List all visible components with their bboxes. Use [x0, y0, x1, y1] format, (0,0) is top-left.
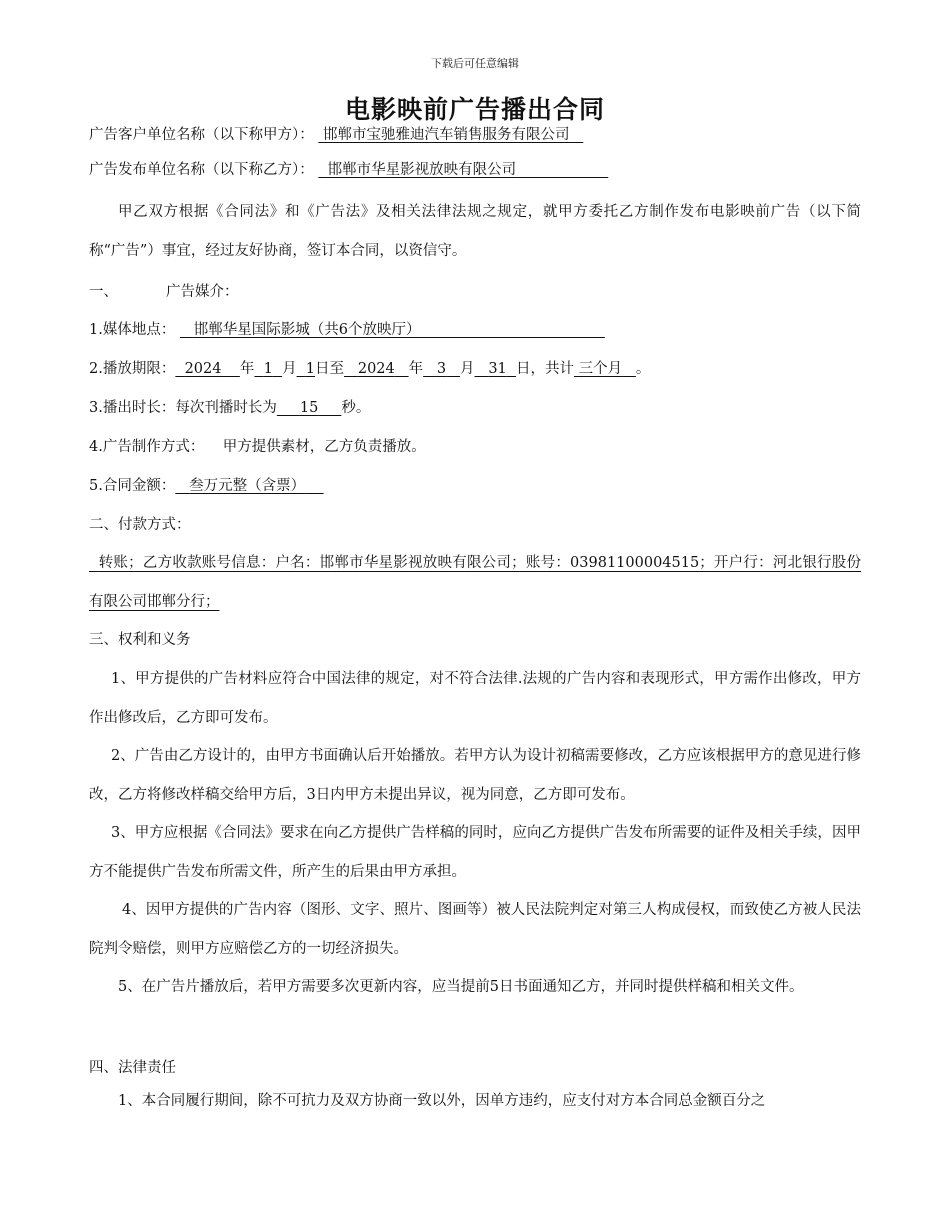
section4-heading: 四、法律责任 — [89, 1060, 176, 1076]
media-location-value: 邯郸华星国际影城（共6个放映厅） — [193, 322, 421, 338]
end-month: 3 — [436, 361, 447, 377]
header-note: 下载后可任意编辑 — [431, 57, 519, 70]
intro-paragraph: 甲乙双方根据《合同法》和《广告法》及相关法律法规之规定，就甲方委托乙方制作发布电影映前广告（以下简称“广告”）事宜，经过友好协商，签订本合同，以资信守。 — [89, 204, 861, 259]
media-location-label: 1.媒体地点： — [89, 322, 176, 338]
duration-value: 15 — [299, 400, 319, 416]
section2-heading: 二、付款方式： — [89, 517, 191, 533]
rights-clause-3: 3、甲方应根据《合同法》要求在向乙方提供广告样稿的同时，应向乙方提供广告发布所需要的证件及相关手续，因甲方不能提供广告发布所需文件，所产生的后果由甲方承担。 — [89, 825, 861, 880]
production-method-line: 4.广告制作方式： 甲方提供素材，乙方负责播放。 — [89, 439, 426, 455]
rights-clause-5: 5、在广告片播放后，若甲方需要多次更新内容，应当提前5日书面通知乙方，并同时提供样稿和相关文件。 — [118, 979, 804, 995]
media-location-line — [89, 320, 605, 340]
start-month: 1 — [263, 361, 273, 377]
start-year: 2024 — [184, 361, 222, 377]
payment-details: 转账；乙方收款账号信息：户名：邯郸市华星影视放映有限公司；账号：03981100004515；开户行：河北银行股份有限公司邯郸分行； — [89, 555, 862, 610]
rights-clause-4: 4、因甲方提供的广告内容（图形、文字、照片、图画等）被人民法院判定对第三人构成侵权，而致使乙方被人民法院判令赔偿，则甲方应赔偿乙方的一切经济损失。 — [89, 902, 861, 957]
liability-clause-1: 1、本合同履行期间，除不可抗力及双方协商一致以外，因单方违约，应支付对方本合同总金额百分之 — [118, 1093, 766, 1109]
rights-clause-2: 2、广告由乙方设计的，由甲方书面确认后开始播放。若甲方认为设计初稿需要修改，乙方应该根据甲方的意见进行修改，乙方将修改样稿交给甲方后，3日内甲方未提出异议，视为同意，乙方即可发布。 — [89, 748, 861, 803]
party-a-value: 邯郸市宝驰雅迪汽车销售服务有限公司 — [322, 127, 570, 143]
party-b-label: 广告发布单位名称（以下称乙方）： — [89, 162, 314, 178]
rights-clause-1: 1、甲方提供的广告材料应符合中国法律的规定，对不符合法律.法规的广告内容和表现形式，甲方需作出修改，甲方作出修改后，乙方即可发布。 — [89, 671, 861, 726]
party-b-line — [89, 160, 608, 180]
production-method-value: 甲方提供素材，乙方负责播放。 — [222, 439, 426, 455]
end-year: 2024 — [357, 361, 395, 377]
section3-heading: 三、权利和义务 — [89, 632, 191, 648]
end-day: 31 — [488, 361, 507, 377]
contract-amount-line: 5.合同金额： 叁万元整（含票） — [89, 476, 324, 496]
total-period: 三个月 — [578, 361, 623, 377]
party-b-value: 邯郸市华星影视放映有限公司 — [327, 162, 517, 178]
broadcast-period-line: 2.播放期限： 2024 年 1 月 1日至 2024 年 3 月 31 日，共计 三个月 。 — [89, 361, 651, 377]
contract-amount-value: 叁万元整（含票） — [189, 478, 306, 494]
party-a-label: 广告客户单位名称（以下称甲方）： — [89, 127, 314, 143]
start-day: 1 — [305, 361, 316, 377]
duration-line: 3.播出时长：每次刊播时长为 15 秒。 — [89, 400, 371, 416]
document-title: 电影映前广告播出合同 — [344, 95, 605, 124]
party-a-line — [89, 125, 583, 145]
section1-heading: 一、 广告媒介： — [89, 284, 239, 300]
